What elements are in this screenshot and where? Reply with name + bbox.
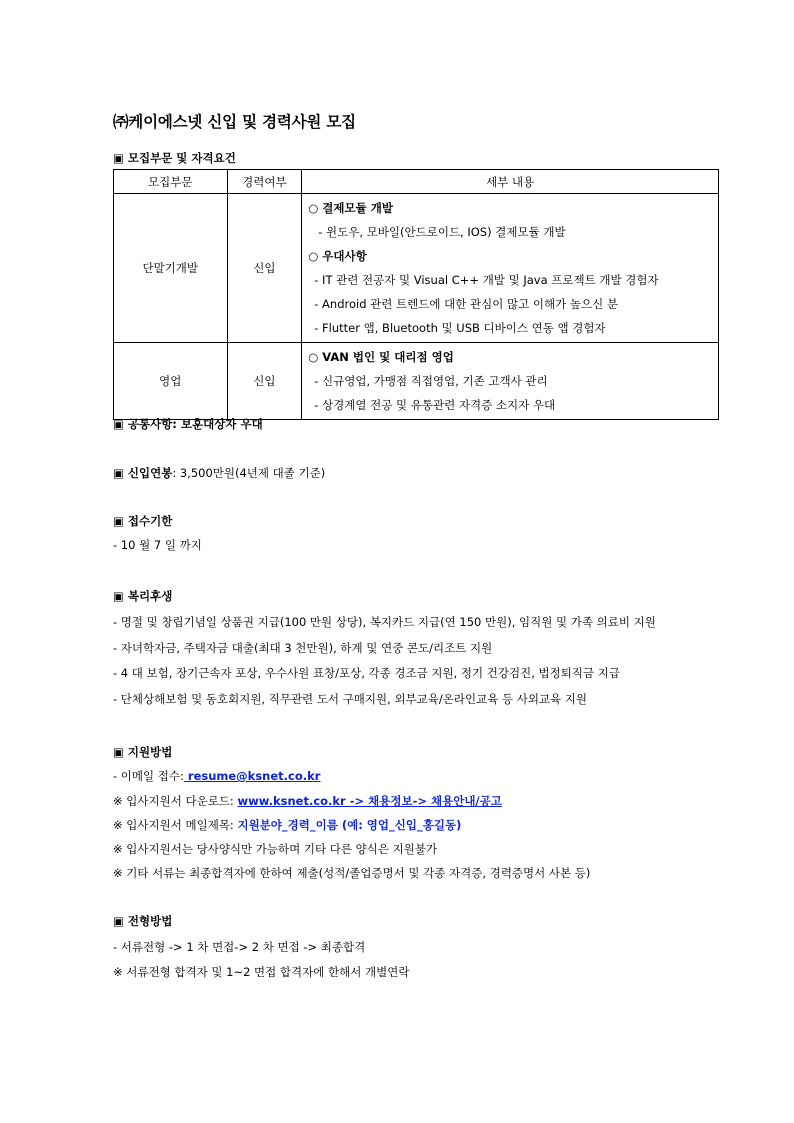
header-part: 모집부문 [114,170,228,194]
header-career: 경력여부 [227,170,302,194]
cell-part: 단말기개발 [114,194,228,343]
detail-heading: ○ VAN 법인 및 대리점 영업 [308,350,454,364]
apply-download-line [113,793,502,809]
apply-subject-line [113,817,461,833]
common-note: ▣ 공통사항: 보훈대상자 우대 [113,417,263,431]
salary-line [113,465,325,481]
welfare-heading: ▣ 복리후생 [113,589,173,603]
apply-note: ※ 기타 서류는 최종합격자에 한하여 제출(성적/졸업증명서 및 각종 자격증, 경력증명서 사본 등) [113,866,591,880]
process-heading: ▣ 전형방법 [113,914,173,928]
cell-career: 신입 [227,343,302,420]
salary-value: : 3,500만원(4년제 대졸 기준) [172,466,326,480]
deadline-value: - 10 월 7 일 까지 [113,538,202,552]
apply-heading: ▣ 지원방법 [113,745,173,759]
requirements-table [113,169,719,420]
table-header-row [114,170,719,194]
apply-note: ※ 입사지원서는 당사양식만 가능하며 기타 다른 양식은 지원불가 [113,842,438,856]
table-row [114,194,719,343]
apply-subject-value: 지원분야_경력_이름 (예: 영업_신입_홍길동) [237,818,462,832]
detail-item: - 신규영업, 가맹점 직접영업, 기존 고객사 관리 [314,374,548,388]
download-link[interactable]: www.ksnet.co.kr -> 채용정보-> 채용안내/공고 [237,794,502,808]
cell-part: 영업 [114,343,228,420]
table-row [114,343,719,420]
cell-career: 신입 [227,194,302,343]
page-title: ㈜케이에스넷 신입 및 경력사원 모집 [113,113,356,131]
process-steps: - 서류전형 -> 1 차 면접-> 2 차 면접 -> 최종합격 [113,940,366,954]
welfare-item: - 단체상해보험 및 동호회지원, 직무관련 도서 구매지원, 외부교육/온라인교육 등 사외교육 지원 [113,692,588,706]
process-note: ※ 서류전형 합격자 및 1~2 면접 합격자에 한해서 개별연락 [113,965,410,979]
apply-email-prefix: - 이메일 접수: [113,769,184,783]
cell-details [302,343,719,420]
email-link[interactable]: resume@ksnet.co.kr [183,769,321,783]
detail-item: - 윈도우, 모바일(안드로이드, IOS) 결제모듈 개발 [318,225,566,239]
salary-label: ▣ 신입연봉 [113,466,173,480]
apply-subject-prefix: ※ 입사지원서 메일제목: [113,818,238,832]
detail-item: - 상경계열 전공 및 유통관련 자격증 소지자 우대 [314,398,556,412]
detail-item: - IT 관련 전공자 및 Visual C++ 개발 및 Java 프로젝트 개발 경험자 [314,273,659,287]
section-requirements-heading: ▣ 모집부문 및 자격요건 [113,151,236,165]
header-details: 세부 내용 [302,170,719,194]
apply-download-prefix: ※ 입사지원서 다운로드: [113,794,238,808]
apply-email-line [113,768,320,784]
detail-heading: ○ 결제모듈 개발 [308,201,393,215]
cell-details [302,194,719,343]
welfare-item: - 자녀학자금, 주택자금 대출(최대 3 천만원), 하계 및 연중 콘도/리조트 지원 [113,641,493,655]
detail-item: - Flutter 앱, Bluetooth 및 USB 디바이스 연동 앱 경험자 [314,321,606,335]
detail-heading: ○ 우대사항 [308,249,367,263]
deadline-heading: ▣ 접수기한 [113,514,173,528]
welfare-item: - 4 대 보험, 장기근속자 포상, 우수사원 표창/포상, 각종 경조금 지원, 정기 건강검진, 법정퇴직금 지급 [113,666,620,680]
detail-item: - Android 관련 트렌드에 대한 관심이 많고 이해가 높으신 분 [314,297,618,311]
welfare-item: - 명절 및 창립기념일 상품권 지급(100 만원 상당), 복지카드 지급(연 150 만원), 임직원 및 가족 의료비 지원 [113,615,656,629]
